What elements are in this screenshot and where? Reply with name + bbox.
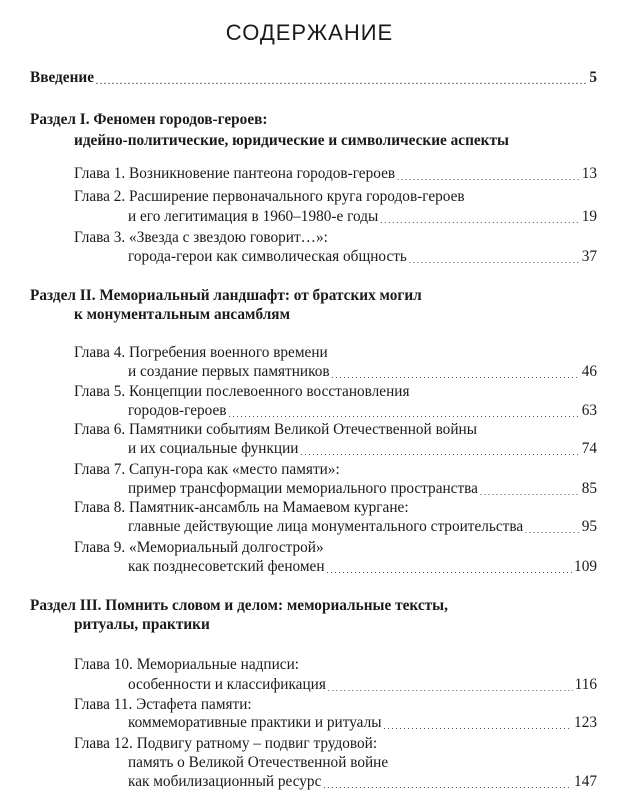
page-title: СОДЕРЖАНИЕ [225, 20, 394, 45]
toc-entry-chapter-1[interactable]: Глава 1. Возникновение пантеона городов-героев . . . 13 [74, 164, 597, 184]
dot-leader [328, 675, 573, 695]
toc-entry-chapter-2[interactable]: и его легитимация в 1960–1980-е годы . . . 19 [128, 207, 597, 227]
dot-leader [327, 557, 573, 577]
dot-leader [383, 713, 572, 733]
section-3-heading-line-2: ритуалы, практики [74, 616, 210, 633]
toc-page-number: 109 [574, 558, 597, 575]
toc-page-number: 147 [574, 773, 597, 790]
toc-entry-chapter-3-line-1: Глава 3. «Звезда с звездою говорит…»: [74, 229, 328, 246]
section-2-heading-line-2: к монументальным ансамблям [74, 306, 290, 323]
toc-entry-chapter-4-line-1: Глава 4. Погребения военного времени [74, 344, 328, 361]
dot-leader [300, 439, 579, 459]
dot-leader [332, 362, 580, 382]
toc-entry-chapter-8[interactable]: главные действующие лица монументального строительства . . . 95 [128, 517, 597, 537]
toc-entry-chapter-5[interactable]: городов-героев . . . 63 [128, 401, 597, 421]
dot-leader [323, 772, 572, 792]
toc-entry-chapter-7[interactable]: пример трансформации мемориального пространства . . . 85 [128, 479, 597, 499]
toc-page-number: 46 [581, 363, 597, 380]
section-3-heading-line-1: Раздел III. Помнить словом и делом: мемориальные тексты, [30, 597, 448, 614]
toc-entry-chapter-3[interactable]: города-герои как символическая общность . . . 37 [128, 247, 597, 267]
toc-entry-chapter-9-line-1: Глава 9. «Мемориальный долгострой» [74, 539, 324, 556]
toc-page-number: 37 [581, 248, 597, 265]
toc-page-number: 63 [581, 402, 597, 419]
toc-page-number: 74 [581, 440, 597, 457]
toc-page-number: 95 [581, 518, 597, 535]
toc-entry-chapter-11[interactable]: коммеморативные практики и ритуалы . . . 123 [128, 713, 597, 733]
dot-leader [96, 68, 587, 88]
toc-entry-chapter-11-line-1: Глава 11. Эстафета памяти: [74, 696, 252, 713]
toc-page-number: 123 [574, 714, 597, 731]
toc-entry-chapter-6-line-1: Глава 6. Памятники событиям Великой Отечественной войны [74, 421, 477, 438]
toc-page-number: 13 [581, 165, 597, 182]
dot-leader [229, 401, 580, 421]
dot-leader [397, 164, 580, 184]
toc-entry-chapter-8-line-1: Глава 8. Памятник-ансамбль на Мамаевом кургане: [74, 499, 409, 516]
toc-entry-label: Введение [30, 69, 94, 86]
toc-entry-chapter-5-line-1: Глава 5. Концепции послевоенного восстановления [74, 383, 410, 400]
toc-page-number: 5 [589, 69, 597, 86]
toc-entry-intro[interactable] [30, 68, 597, 88]
toc-entry-chapter-2-line-1: Глава 2. Расширение первоначального круга городов-героев [74, 188, 465, 205]
section-1-heading-line-2: идейно-политические, юридические и символические аспекты [74, 132, 509, 149]
section-1-heading-line-1: Раздел I. Феномен городов-героев: [30, 111, 268, 128]
toc-page-number: 19 [581, 208, 597, 225]
toc-entry-chapter-10[interactable]: особенности и классификация . . . 116 [128, 675, 597, 695]
toc-entry-chapter-12[interactable]: как мобилизационный ресурс . . . 147 [128, 772, 597, 792]
dot-leader [525, 517, 580, 537]
toc-entry-chapter-10-line-1: Глава 10. Мемориальные надписи: [74, 656, 300, 673]
toc-entry-chapter-9[interactable]: как позднесоветский феномен . . . 109 [128, 557, 597, 577]
dot-leader [480, 479, 580, 499]
toc-entry-chapter-12-line-2: память о Великой Отечественной войне [128, 754, 389, 771]
toc-entry-chapter-6[interactable]: и их социальные функции . . . 74 [128, 439, 597, 459]
toc-page-number: 116 [574, 676, 597, 693]
section-2-heading-line-1: Раздел II. Мемориальный ландшафт: от братских могил [30, 287, 422, 304]
toc-page-number: 85 [581, 480, 597, 497]
toc-entry-chapter-7-line-1: Глава 7. Сапун-гора как «место памяти»: [74, 461, 340, 478]
toc-entry-chapter-4[interactable]: и создание первых памятников . . . 46 [128, 362, 597, 382]
dot-leader [409, 247, 580, 267]
dot-leader [380, 207, 579, 227]
toc-entry-chapter-12-line-1: Глава 12. Подвигу ратному – подвиг трудовой: [74, 735, 378, 752]
